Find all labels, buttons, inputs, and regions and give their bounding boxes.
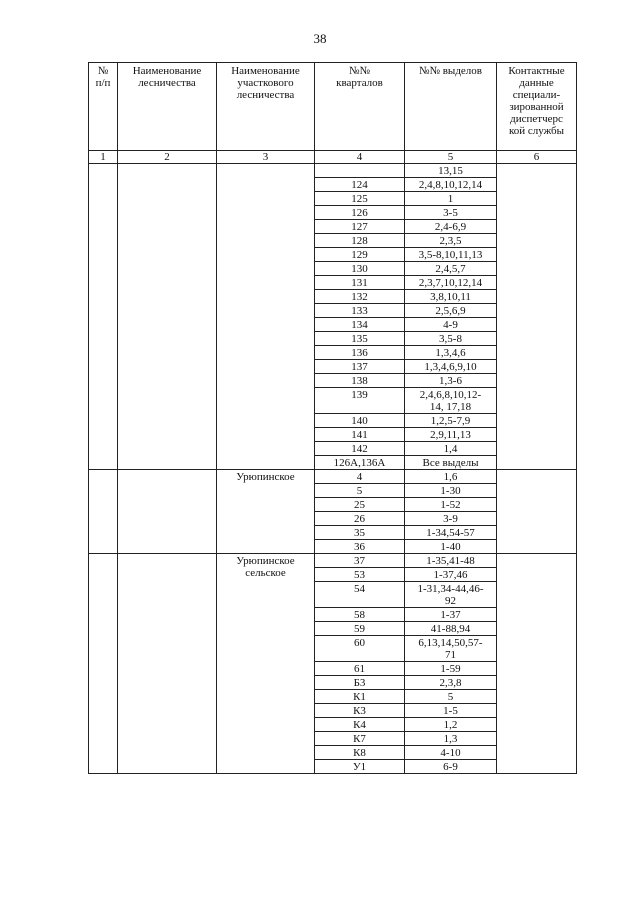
column-number-2: 2 bbox=[118, 151, 217, 164]
kvartal-cell: 133 bbox=[315, 304, 405, 318]
kvartal-cell: 130 bbox=[315, 262, 405, 276]
table-body bbox=[89, 164, 577, 774]
vydel-cell: 1-34,54-57 bbox=[405, 526, 497, 540]
vydel-cell: Все выделы bbox=[405, 456, 497, 470]
vydel-cell: 2,4,8,10,12,14 bbox=[405, 178, 497, 192]
vydel-cell: 1-37 bbox=[405, 608, 497, 622]
kvartal-cell: 124 bbox=[315, 178, 405, 192]
vydel-cell: 1-35,41-48 bbox=[405, 554, 497, 568]
kvartal-cell: К1 bbox=[315, 690, 405, 704]
column-header-4: №№ кварталов bbox=[315, 63, 405, 151]
column-number-6: 6 bbox=[497, 151, 577, 164]
forestry-cell bbox=[118, 164, 217, 470]
kvartal-cell: 128 bbox=[315, 234, 405, 248]
vydel-cell: 3-9 bbox=[405, 512, 497, 526]
vydel-cell: 3,8,10,11 bbox=[405, 290, 497, 304]
vydel-cell: 1-37,46 bbox=[405, 568, 497, 582]
kvartal-cell: 134 bbox=[315, 318, 405, 332]
kvartal-cell: 141 bbox=[315, 428, 405, 442]
kvartal-cell: 60 bbox=[315, 636, 405, 662]
vydel-cell: 1,3 bbox=[405, 732, 497, 746]
vydel-cell: 6,13,14,50,57- 71 bbox=[405, 636, 497, 662]
kvartal-cell: 127 bbox=[315, 220, 405, 234]
vydel-cell: 1-30 bbox=[405, 484, 497, 498]
kvartal-cell: 140 bbox=[315, 414, 405, 428]
kvartal-cell: 136 bbox=[315, 346, 405, 360]
vydel-cell: 1-31,34-44,46- 92 bbox=[405, 582, 497, 608]
kvartal-cell: 26 bbox=[315, 512, 405, 526]
kvartal-cell: 4 bbox=[315, 470, 405, 484]
district-forestry-cell bbox=[217, 164, 315, 470]
row-number-cell bbox=[89, 554, 118, 774]
district-forestry-cell: Урюпинское сельское bbox=[217, 554, 315, 774]
vydel-cell: 1,2 bbox=[405, 718, 497, 732]
column-number-1: 1 bbox=[89, 151, 118, 164]
kvartal-cell: 137 bbox=[315, 360, 405, 374]
kvartal-cell: 59 bbox=[315, 622, 405, 636]
vydel-cell: 2,4,5,7 bbox=[405, 262, 497, 276]
kvartal-cell: 131 bbox=[315, 276, 405, 290]
kvartal-cell: 135 bbox=[315, 332, 405, 346]
table-row bbox=[89, 554, 577, 568]
vydel-cell: 3,5-8,10,11,13 bbox=[405, 248, 497, 262]
vydel-cell: 1,3-6 bbox=[405, 374, 497, 388]
vydel-cell: 1-59 bbox=[405, 662, 497, 676]
column-header-6: Контактные данные специали- зированной диспетчерс кой службы bbox=[497, 63, 577, 151]
kvartal-cell: 125 bbox=[315, 192, 405, 206]
kvartal-cell: 36 bbox=[315, 540, 405, 554]
kvartal-cell: К4 bbox=[315, 718, 405, 732]
vydel-cell: 1,6 bbox=[405, 470, 497, 484]
kvartal-cell: Б3 bbox=[315, 676, 405, 690]
vydel-cell: 41-88,94 bbox=[405, 622, 497, 636]
kvartal-cell: К3 bbox=[315, 704, 405, 718]
forestry-cell bbox=[118, 554, 217, 774]
column-number-row bbox=[89, 151, 577, 164]
kvartal-cell: 58 bbox=[315, 608, 405, 622]
vydel-cell: 1-52 bbox=[405, 498, 497, 512]
vydel-cell: 1,2,5-7,9 bbox=[405, 414, 497, 428]
vydel-cell: 2,9,11,13 bbox=[405, 428, 497, 442]
kvartal-cell: 126А,136А bbox=[315, 456, 405, 470]
district-forestry-cell: Урюпинское bbox=[217, 470, 315, 554]
vydel-cell: 1,3,4,6,9,10 bbox=[405, 360, 497, 374]
kvartal-cell: 61 bbox=[315, 662, 405, 676]
row-number-cell bbox=[89, 470, 118, 554]
vydel-cell: 3-5 bbox=[405, 206, 497, 220]
vydel-cell: 2,3,7,10,12,14 bbox=[405, 276, 497, 290]
vydel-cell: 2,4-6,9 bbox=[405, 220, 497, 234]
kvartal-cell bbox=[315, 164, 405, 178]
kvartal-cell: 142 bbox=[315, 442, 405, 456]
column-header-5: №№ выделов bbox=[405, 63, 497, 151]
vydel-cell: 3,5-8 bbox=[405, 332, 497, 346]
vydel-cell: 4-9 bbox=[405, 318, 497, 332]
vydel-cell: 1,4 bbox=[405, 442, 497, 456]
vydel-cell: 2,3,8 bbox=[405, 676, 497, 690]
column-number-5: 5 bbox=[405, 151, 497, 164]
kvartal-cell: 5 bbox=[315, 484, 405, 498]
table-row bbox=[89, 164, 577, 178]
kvartal-cell: 54 bbox=[315, 582, 405, 608]
column-number-4: 4 bbox=[315, 151, 405, 164]
column-number-3: 3 bbox=[217, 151, 315, 164]
column-header-1: № п/п bbox=[89, 63, 118, 151]
contact-cell bbox=[497, 470, 577, 554]
vydel-cell: 5 bbox=[405, 690, 497, 704]
table-row bbox=[89, 470, 577, 484]
contact-cell bbox=[497, 164, 577, 470]
vydel-cell: 1 bbox=[405, 192, 497, 206]
forestry-cell bbox=[118, 470, 217, 554]
kvartal-cell: 138 bbox=[315, 374, 405, 388]
forestry-table bbox=[88, 62, 577, 774]
kvartal-cell: 53 bbox=[315, 568, 405, 582]
header-row bbox=[89, 63, 577, 151]
vydel-cell: 13,15 bbox=[405, 164, 497, 178]
vydel-cell: 2,4,6,8,10,12- 14, 17,18 bbox=[405, 388, 497, 414]
vydel-cell: 1,3,4,6 bbox=[405, 346, 497, 360]
column-header-2: Наименование лесничества bbox=[118, 63, 217, 151]
kvartal-cell: 25 bbox=[315, 498, 405, 512]
vydel-cell: 6-9 bbox=[405, 760, 497, 774]
kvartal-cell: 129 bbox=[315, 248, 405, 262]
kvartal-cell: 37 bbox=[315, 554, 405, 568]
row-number-cell bbox=[89, 164, 118, 470]
vydel-cell: 1-5 bbox=[405, 704, 497, 718]
vydel-cell: 2,5,6,9 bbox=[405, 304, 497, 318]
kvartal-cell: 139 bbox=[315, 388, 405, 414]
kvartal-cell: 35 bbox=[315, 526, 405, 540]
kvartal-cell: К7 bbox=[315, 732, 405, 746]
page-number: 38 bbox=[313, 31, 327, 46]
kvartal-cell: К8 bbox=[315, 746, 405, 760]
vydel-cell: 1-40 bbox=[405, 540, 497, 554]
column-header-3: Наименование участкового лесничества bbox=[217, 63, 315, 151]
vydel-cell: 2,3,5 bbox=[405, 234, 497, 248]
kvartal-cell: 132 bbox=[315, 290, 405, 304]
contact-cell bbox=[497, 554, 577, 774]
kvartal-cell: 126 bbox=[315, 206, 405, 220]
vydel-cell: 4-10 bbox=[405, 746, 497, 760]
kvartal-cell: У1 bbox=[315, 760, 405, 774]
